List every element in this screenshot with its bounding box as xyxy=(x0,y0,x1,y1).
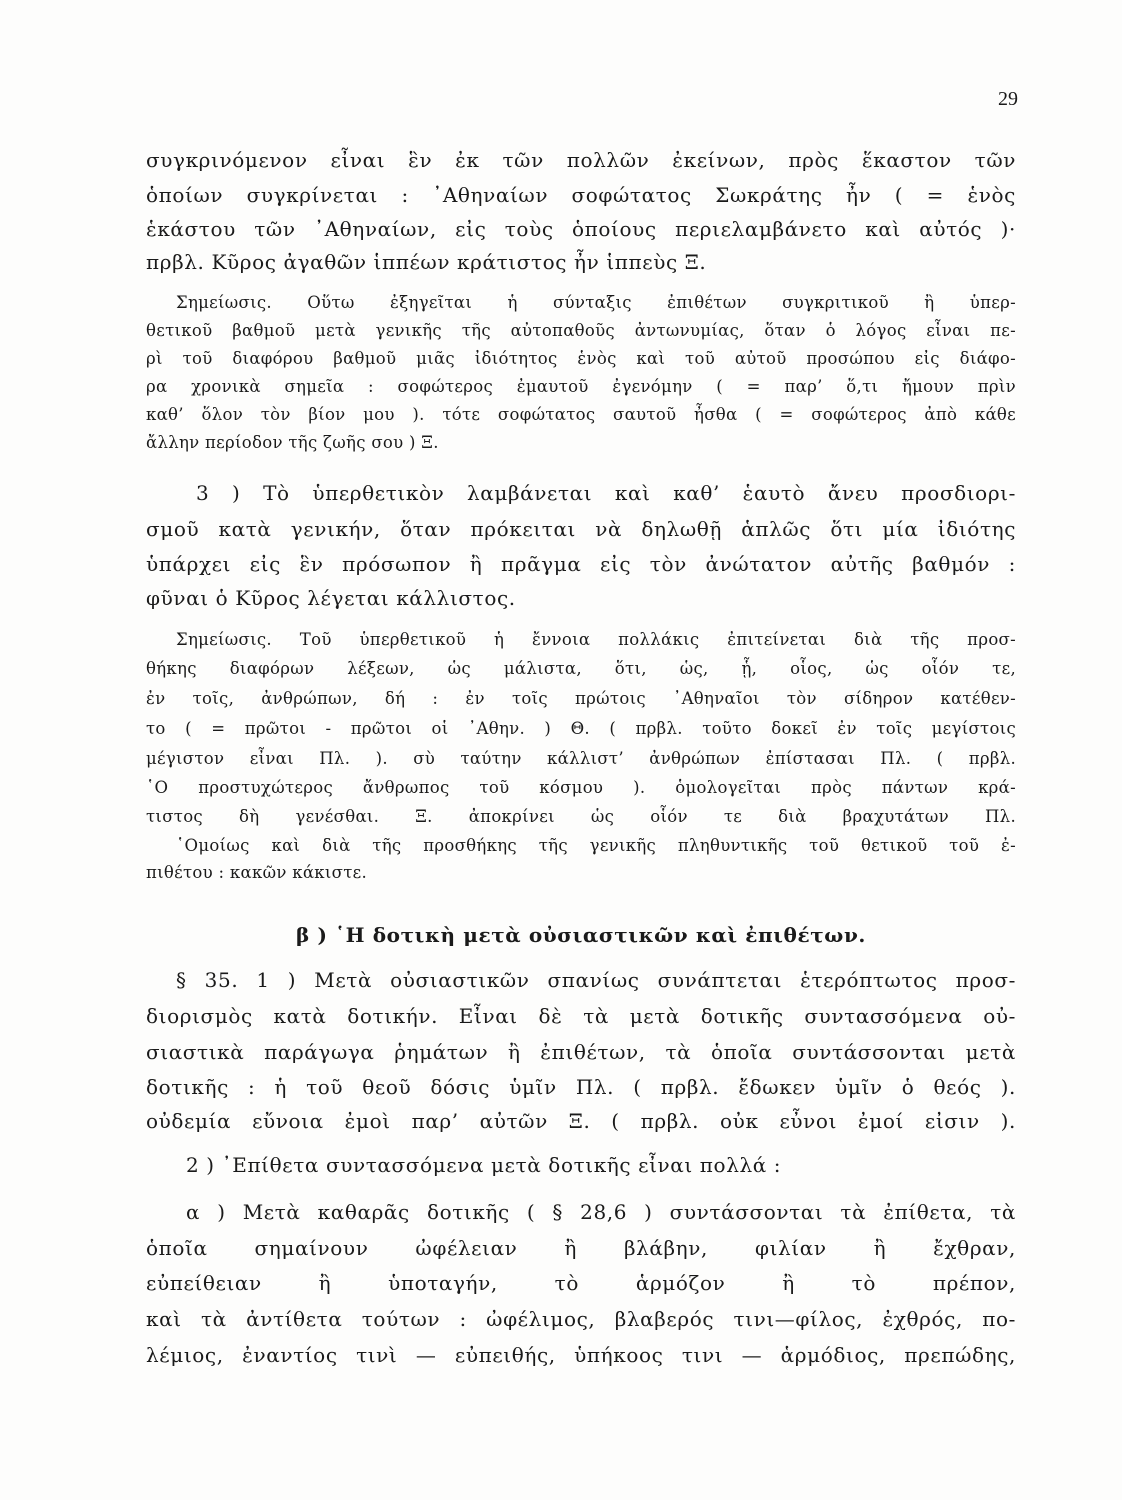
text-line: λέμιος, ἐναντίος τινὶ — εὐπειθής, ὑπήκοος τινι — ἁρμόδιος, πρεπώδης, xyxy=(146,1343,1016,1367)
text-line: ὁποίων συγκρίνεται : ᾿Αθηναίων σοφώτατος Σωκράτης ἦν ( = ἑνὸς xyxy=(146,183,1016,207)
note-line: πιθέτου : κακῶν κάκιστε. xyxy=(146,863,368,882)
text-line: διορισμὸς κατὰ δοτικήν. Εἶναι δὲ τὰ μετὰ δοτικῆς συντασσόμενα οὐ- xyxy=(146,1004,1016,1028)
text-line: φῦναι ὁ Κῦρος λέγεται κάλλιστος. xyxy=(146,586,516,610)
text-line: δοτικῆς : ἡ τοῦ θεοῦ δόσις ὑμῖν Πλ. ( πρβλ. ἔδωκεν ὑμῖν ὁ θεός ). xyxy=(146,1075,1016,1099)
note-line: ῾Ο προστυχώτερος ἄνθρωπος τοῦ κόσμου ). ὁμολογεῖται πρὸς πάντων κρά- xyxy=(146,778,1016,797)
note-line: ῾Ομοίως καὶ διὰ τῆς προσθήκης τῆς γενικῆς πληθυντικῆς τοῦ θετικοῦ τοῦ ἐ- xyxy=(176,836,1016,855)
note-line: Σημείωσις. Οὕτω ἐξηγεῖται ἡ σύνταξις ἐπιθέτων συγκριτικοῦ ἢ ὑπερ- xyxy=(176,293,1016,312)
text-line: 3 ) Τὸ ὑπερθετικὸν λαμβάνεται καὶ καθ’ ἑαυτὸ ἄνευ προσδιορι- xyxy=(196,481,1016,505)
page-number: 29 xyxy=(998,88,1018,110)
note-line: μέγιστον εἶναι Πλ. ). σὺ ταύτην κάλλιστ’ ἀνθρώπων ἐπίστασαι Πλ. ( πρβλ. xyxy=(146,749,1016,768)
text-line: 2 ) ᾿Επίθετα συντασσόμενα μετὰ δοτικῆς εἶναι πολλά : xyxy=(186,1153,782,1177)
text-line: ἑκάστου τῶν ᾿Αθηναίων, εἰς τοὺς ὁποίους περιελαμβάνετο καὶ αὐτός )· xyxy=(146,217,1016,241)
text-line: σιαστικὰ παράγωγα ῥημάτων ἢ ἐπιθέτων, τὰ ὁποῖα συντάσσονται μετὰ xyxy=(146,1040,1016,1064)
text-line: σμοῦ κατὰ γενικήν, ὅταν πρόκειται νὰ δηλωθῇ ἁπλῶς ὅτι μία ἰδιότης xyxy=(146,517,1016,541)
text-line: ὑπάρχει εἰς ἓν πρόσωπον ἢ πρᾶγμα εἰς τὸν ἀνώτατον αὐτῆς βαθμόν : xyxy=(146,552,1016,576)
text-line: § 35. 1 ) Μετὰ οὐσιαστικῶν σπανίως συνάπτεται ἑτερόπτωτος προσ- xyxy=(176,968,1016,992)
note-line: καθ’ ὅλον τὸν βίον μου ). τότε σοφώτατος σαυτοῦ ἦσθα ( = σοφώτερος ἀπὸ κάθε xyxy=(146,405,1016,424)
note-line: ρα χρονικὰ σημεῖα : σοφώτερος ἐμαυτοῦ ἐγενόμην ( = παρ’ ὅ,τι ἤμουν πρὶν xyxy=(146,377,1016,396)
text-line: καὶ τὰ ἀντίθετα τούτων : ὠφέλιμος, βλαβερός τινι—φίλος, ἐχθρός, πο- xyxy=(146,1307,1016,1331)
note-line: ἐν τοῖς, ἀνθρώπων, δή : ἐν τοῖς πρώτοις ᾿Αθηναῖοι τὸν σίδηρον κατέθεν- xyxy=(146,689,1016,708)
text-line: εὐπείθειαν ἢ ὑποταγήν, τὸ ἁρμόζον ἢ τὸ πρέπον, xyxy=(146,1271,1016,1295)
text-line: ὁποῖα σημαίνουν ὠφέλειαν ἢ βλάβην, φιλίαν ἢ ἔχθραν, xyxy=(146,1236,1016,1260)
section-heading: β ) ῾Η δοτικὴ μετὰ οὐσιαστικῶν καὶ ἐπιθέτων. xyxy=(296,923,866,947)
note-line: ἄλλην περίοδον τῆς ζωῆς σου ) Ξ. xyxy=(146,433,439,452)
text-line: οὐδεμία εὔνοια ἐμοὶ παρ’ αὐτῶν Ξ. ( πρβλ. οὐκ εὖνοι ἐμοί εἰσιν ). xyxy=(146,1109,1016,1133)
note-line: Σημείωσις. Τοῦ ὑπερθετικοῦ ἡ ἔννοια πολλάκις ἐπιτείνεται διὰ τῆς προσ- xyxy=(176,630,1016,649)
text-line: συγκρινόμενον εἶναι ἓν ἐκ τῶν πολλῶν ἐκείνων, πρὸς ἕκαστον τῶν xyxy=(146,148,1016,172)
note-line: τιστος δὴ γενέσθαι. Ξ. ἀποκρίνει ὡς οἷόν τε διὰ βραχυτάτων Πλ. xyxy=(146,807,1016,826)
note-line: το ( = πρῶτοι - πρῶτοι οἱ ᾿Αθην. ) Θ. ( πρβλ. τοῦτο δοκεῖ ἐν τοῖς μεγίστοις xyxy=(146,719,1016,738)
text-line: πρβλ. Κῦρος ἀγαθῶν ἱππέων κράτιστος ἦν ἱππεὺς Ξ. xyxy=(146,250,707,274)
note-line: ρὶ τοῦ διαφόρου βαθμοῦ μιᾶς ἰδιότητος ἑνὸς καὶ τοῦ αὐτοῦ προσώπου εἰς διάφο- xyxy=(146,349,1016,368)
note-line: θετικοῦ βαθμοῦ μετὰ γενικῆς τῆς αὐτοπαθοῦς ἀντωνυμίας, ὅταν ὁ λόγος εἶναι πε- xyxy=(146,321,1016,340)
text-line: α ) Μετὰ καθαρᾶς δοτικῆς ( § 28,6 ) συντάσσονται τὰ ἐπίθετα, τὰ xyxy=(186,1200,1016,1224)
note-line: θήκης διαφόρων λέξεων, ὡς μάλιστα, ὅτι, ὡς, ᾗ, οἷος, ὡς οἷόν τε, xyxy=(146,659,1016,678)
